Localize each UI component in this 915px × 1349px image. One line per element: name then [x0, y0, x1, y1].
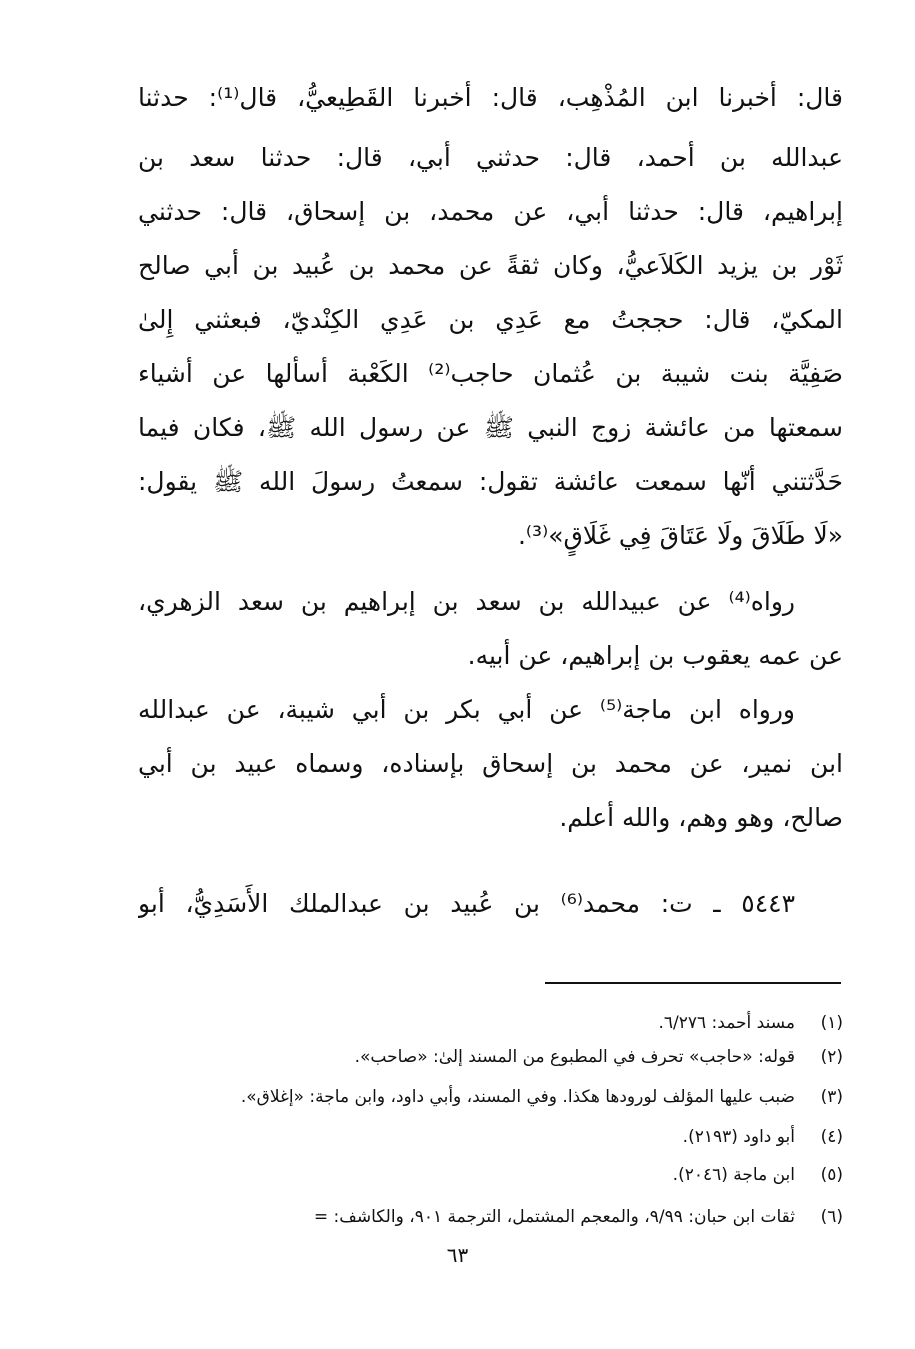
footnote-text: أبو داود (٢١٩٣). [682, 1127, 795, 1147]
footnote-number: (٤) [820, 1127, 843, 1147]
page-number: ٦٣ [446, 1243, 469, 1267]
text-line: ابن نمير، عن محمد بن إسحاق بإسناده، وسماه عبيد بن أبي [138, 749, 843, 778]
footnote-separator [545, 982, 841, 984]
footnote-number: (٢) [820, 1047, 843, 1067]
entry-heading-line: ٥٤٤٣ ـ ت: محمد⁽⁶⁾ بن عُبيد بن عبدالملك الأَسَدِيُّ، أبو [138, 889, 795, 918]
text-line: عن عمه يعقوب بن إبراهيم، عن أبيه. [467, 641, 843, 670]
footnote [138, 1124, 843, 1150]
footnote [138, 1084, 843, 1110]
text-line: حَدَّثتني أنّها سمعت عائشة تقول: سمعتُ رسولَ الله ﷺ يقول: [138, 467, 843, 496]
text-line: المكيّ، قال: حججتُ مع عَدِي بن عَدِي الكِنْديّ، فبعثني إِلىٰ [138, 305, 843, 334]
footnote [138, 1204, 843, 1230]
text-line: عبدالله بن أحمد، قال: حدثني أبي، قال: حدثنا سعد بن [138, 143, 843, 172]
text-line: سمعتها من عائشة زوج النبي ﷺ عن رسول الله ﷺ، فكان فيما [138, 413, 843, 442]
footnote-text: ثقات ابن حبان: ٩/٩٩، والمعجم المشتمل، الترجمة ٩٠١، والكاشف: = [313, 1207, 795, 1227]
footnote-number: (١) [820, 1013, 843, 1033]
footnote [138, 1162, 843, 1188]
text-line: ثَوْر بن يزيد الكَلاَعيُّ، وكان ثقةً عن محمد بن عُبيد بن أبي صالح [138, 251, 843, 280]
text-line: صَفِيَّة بنت شيبة بن عُثمان حاجب⁽²⁾ الكَعْبة أسألها عن أشياء [138, 359, 843, 388]
footnote-text: ضبب عليها المؤلف لورودها هكذا. وفي المسند، وأبي داود، وابن ماجة: «إغلاق». [240, 1087, 795, 1107]
footnote-number: (٦) [820, 1207, 843, 1227]
footnote-number: (٥) [820, 1165, 843, 1185]
footnote-text: ابن ماجة (٢٠٤٦). [672, 1165, 795, 1185]
text-line: قال: أخبرنا ابن المُذْهِب، قال: أخبرنا القَطِيعيُّ، قال⁽¹⁾: حدثنا [138, 83, 843, 112]
text-line: رواه⁽⁴⁾ عن عبيدالله بن سعد بن إبراهيم بن سعد الزهري، [138, 587, 795, 616]
text-line: صالح، وهو وهم، والله أعلم. [559, 803, 843, 832]
footnote-text: مسند أحمد: ٦/٢٧٦. [658, 1013, 795, 1033]
footnote-number: (٣) [820, 1087, 843, 1107]
footnote-text: قوله: «حاجب» تحرف في المطبوع من المسند إلىٰ: «صاحب». [354, 1047, 795, 1067]
text-line: إبراهيم، قال: حدثنا أبي، عن محمد، بن إسحاق، قال: حدثني [138, 197, 843, 226]
text-line: ورواه ابن ماجة⁽⁵⁾ عن أبي بكر بن أبي شيبة، عن عبدالله [138, 695, 795, 724]
hadith-text-line: «لَا طَلَاقَ ولَا عَتَاقَ فِي غَلَاقٍ»⁽³⁾. [517, 521, 843, 550]
footnote [138, 1010, 843, 1036]
footnote [138, 1044, 843, 1070]
